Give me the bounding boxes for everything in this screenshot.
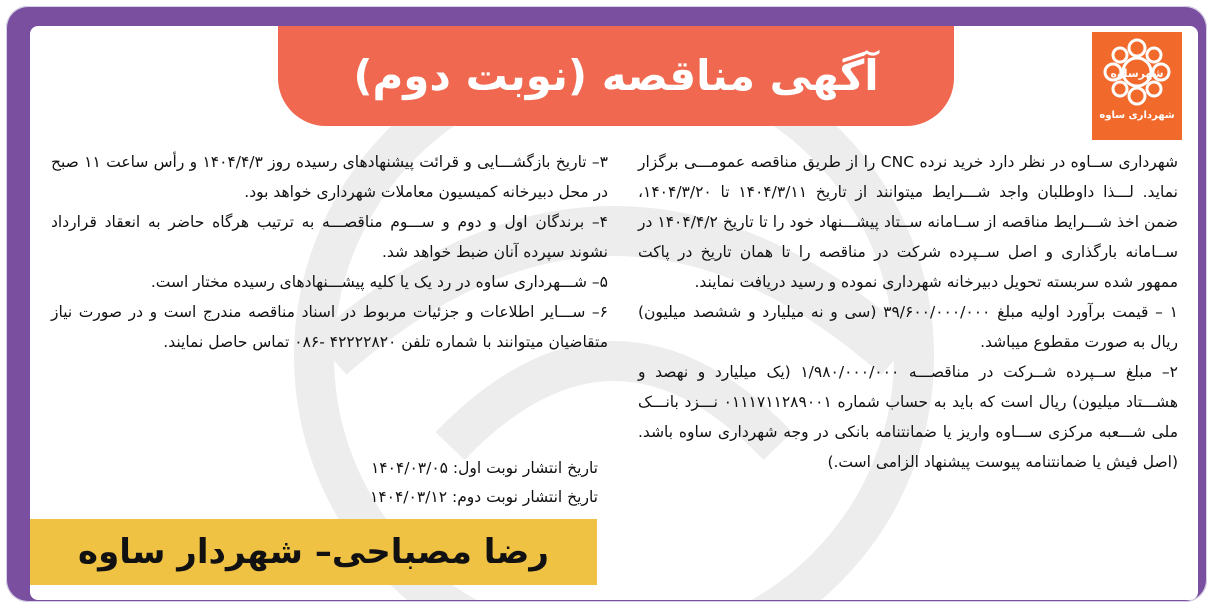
ad-body [30,26,1198,600]
ad-title: آگهی مناقصه (نوبت دوم) [353,50,879,100]
signature-bar [30,519,597,585]
item-3: ۳– تاریخ بازگشـــایی و قرائت پیشنهادهای رسیده روز ۱۴۰۴/۴/۳ و رأس ساعت ۱۱ صبح در محل دبیرخانه کمیسیون معاملات شهرداری خواهد بود. [51,153,608,201]
svg-text:شهرساوه: شهرساوه [1110,67,1164,80]
item-6: ۶– ســـایر اطلاعات و جزئیات مربوط در اسناد مناقصه مندرج است و در صورت نیاز متقاضیان میتوانند با شماره تلفن ۴۲۲۲۲۸۲۰ -۰۸۶ تماس حاصل نمایند. [51,303,608,351]
left-column [51,147,608,357]
title-banner [278,26,954,126]
item-2: ۲– مبلغ ســپرده شــرکت در مناقصـــه ۱/۹۸۰/۰۰۰/۰۰۰ (یک میلیارد و نهصد و هشـــتاد میلیون) ریال است که باید به حساب شماره ۰۱۱۱۷۱۱۲۸۹۰۰۱ نـــزد بانـــک ملی شـــعبه مرکزی ســـاوه واریز یا ضمانتنامه بانکی در وجه شهرداری ساوه باشد. (اصل فیش یا ضمانتنامه پیوست پیشنهاد الزامی است.) [638,363,1178,471]
publish-date-second: تاریخ انتشار نوبت دوم: ۱۴۰۴/۰۳/۱۲ [370,488,598,506]
intro-paragraph: شهرداری ســاوه در نظر دارد خرید نرده CNC را از طریق مناقصه عمومـــی برگزار نماید. لـــذا داوطلبان واجد شـــرایط میتوانند از تاریخ ۱۴۰۴/۳/۱۱ تا ۱۴۰۴/۳/۲۰، ضمن اخذ شـــرایط مناقصه از ســامانه ســتاد پیشـــنهاد خود را تا تاریخ ۱۴۰۴/۴/۲ در ســامانه بارگذاری و اصل ســپرده شرکت در مناقصه را تا همان تاریخ در پاکت ممهور شده سربسته تحویل دبیرخانه شهرداری نموده و رسید دریافت نمایند. [638,153,1178,291]
ad-frame [6,6,1207,602]
signature: رضا مصباحی– شهردار ساوه [78,532,549,572]
right-column [638,147,1178,477]
item-1: ۱ – قیمت برآورد اولیه مبلغ ۳۹/۶۰۰/۰۰۰/۰۰۰ (سی و نه میلیارد و ششصد میلیون) ریال به صورت مقطوع میباشد. [638,303,1178,351]
logo-emblem-icon [1101,36,1173,108]
item-5: ۵– شـــهرداری ساوه در رد یک یا کلیه پیشـــنهادهای رسیده مختار است. [150,273,608,291]
publish-date-first: تاریخ انتشار نوبت اول: ۱۴۰۴/۰۳/۰۵ [370,459,598,477]
item-4: ۴– برندگان اول و دوم و ســـوم مناقصـــه به ترتیب هرگاه حاضر به انعقاد قرارداد نشوند سپرده آنان ضبط خواهد شد. [51,213,608,261]
municipality-logo [1092,32,1182,140]
logo-caption: شهرداری ساوه [1099,110,1175,121]
